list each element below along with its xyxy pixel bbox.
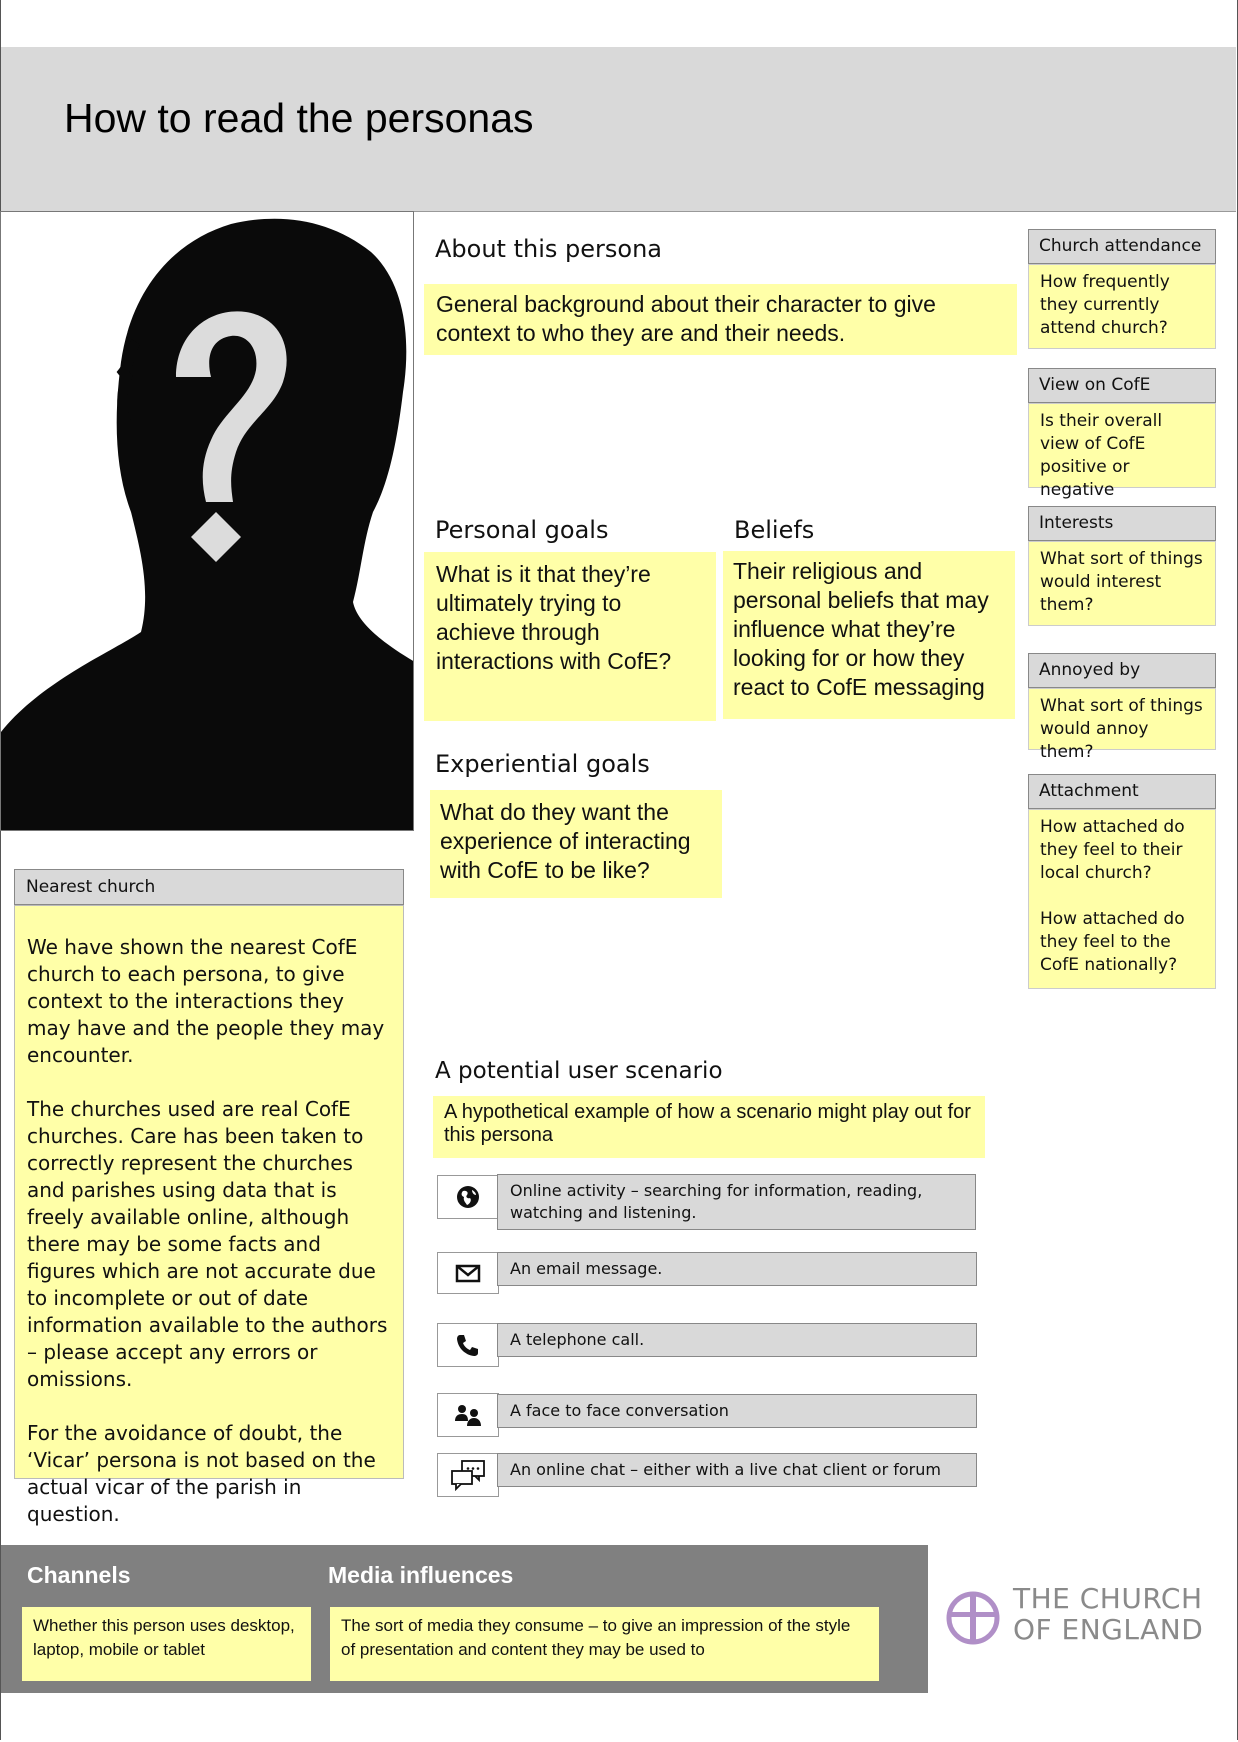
about-heading: About this persona (435, 235, 662, 263)
nearest-church-paragraph-3: For the avoidance of doubt, the ‘Vicar’ persona is not based on the actual vicar of the parish in question. (27, 1421, 376, 1526)
view-on-cofe-box (1028, 403, 1216, 500)
annoyed-by-heading: Annoyed by (1028, 653, 1216, 688)
view-on-cofe-heading: View on CofE (1028, 368, 1216, 403)
view-on-cofe-text: Is their overall view of CofE positive or negative (1040, 411, 1163, 500)
beliefs-heading: Beliefs (734, 516, 815, 544)
phone-icon (455, 1332, 481, 1358)
church-attendance-box (1028, 264, 1216, 349)
channel-online-icon-box (437, 1175, 499, 1219)
media-influences-box (330, 1607, 879, 1681)
scenario-text: A hypothetical example of how a scenario might play out for this persona (444, 1101, 971, 1146)
experiential-goals-heading: Experiential goals (435, 750, 650, 778)
about-text: General background about their character to give context to who they are and their needs. (436, 291, 936, 346)
channels-text: Whether this person uses desktop, laptop, mobile or tablet (33, 1616, 295, 1659)
attachment-box (1028, 809, 1216, 989)
channel-face-label: A face to face conversation (497, 1394, 977, 1428)
channel-phone-icon-box (437, 1323, 499, 1367)
personal-goals-box (424, 552, 716, 721)
interests-heading: Interests (1028, 506, 1216, 541)
channel-email-icon-box (437, 1252, 499, 1294)
about-box (424, 284, 1017, 355)
chat-icon (449, 1459, 487, 1491)
page-title: How to read the personas (64, 95, 534, 141)
nearest-church-box (14, 905, 404, 1526)
church-attendance-text: How frequently they currently attend church? (1040, 272, 1170, 338)
channel-chat-label: An online chat – either with a live chat client or forum (497, 1453, 977, 1487)
attachment-national-text: How attached do they feel to the CofE nationally? (1040, 909, 1185, 975)
silhouette-icon (1, 212, 414, 831)
logo-line-1: THE CHURCH (1013, 1582, 1203, 1615)
attachment-heading: Attachment (1028, 774, 1216, 809)
annoyed-by-box (1028, 688, 1216, 762)
media-influences-heading: Media influences (328, 1562, 514, 1588)
nearest-church-paragraph-1: We have shown the nearest CofE church to each persona, to give context to the interactions they may have and the people they may encounter. (27, 935, 385, 1067)
channel-phone-label: A telephone call. (497, 1323, 977, 1357)
channels-box (22, 1607, 311, 1681)
channel-email-label: An email message. (497, 1252, 977, 1286)
channels-heading: Channels (27, 1562, 131, 1588)
annoyed-by-text: What sort of things would annoy them? (1040, 696, 1203, 762)
interests-box (1028, 541, 1216, 626)
channel-face-icon-box (437, 1393, 499, 1437)
nearest-church-heading: Nearest church (14, 869, 404, 905)
interests-text: What sort of things would interest them? (1040, 549, 1203, 615)
channel-online-label: Online activity – searching for information, reading, watching and listening. (497, 1174, 976, 1230)
beliefs-box (723, 551, 1015, 719)
personal-goals-text: What is it that they’re ultimately trying to achieve through interactions with CofE? (436, 561, 672, 674)
nearest-church-paragraph-2: The churches used are real CofE churches. Care has been taken to correctly represent the churches and parishes using data that is freely available online, although there may be some facts and figures which are not accurate due to incomplete or out of date information available to the authors – please accept any errors or omissions. (27, 1097, 388, 1391)
people-icon (453, 1403, 483, 1427)
globe-icon (455, 1184, 481, 1210)
church-of-england-logo (945, 1583, 1225, 1653)
channel-chat-icon-box (437, 1453, 499, 1497)
persona-silhouette-image (0, 211, 414, 831)
scenario-box (433, 1096, 985, 1158)
church-cross-icon (945, 1588, 1005, 1648)
experiential-goals-text: What do they want the experience of interacting with CofE to be like? (440, 799, 691, 883)
experiential-goals-box (430, 790, 722, 898)
church-attendance-heading: Church attendance (1028, 229, 1216, 264)
personal-goals-heading: Personal goals (435, 516, 609, 544)
beliefs-text: Their religious and personal beliefs that may influence what they’re looking for or how they react to CofE messaging (733, 558, 989, 700)
attachment-local-text: How attached do they feel to their local church? (1040, 817, 1185, 883)
media-influences-text: The sort of media they consume – to give an impression of the style of presentation and content they may be used to (341, 1616, 851, 1659)
logo-line-2: OF ENGLAND (1013, 1613, 1204, 1646)
email-icon (455, 1263, 481, 1283)
scenario-heading: A potential user scenario (435, 1058, 723, 1084)
